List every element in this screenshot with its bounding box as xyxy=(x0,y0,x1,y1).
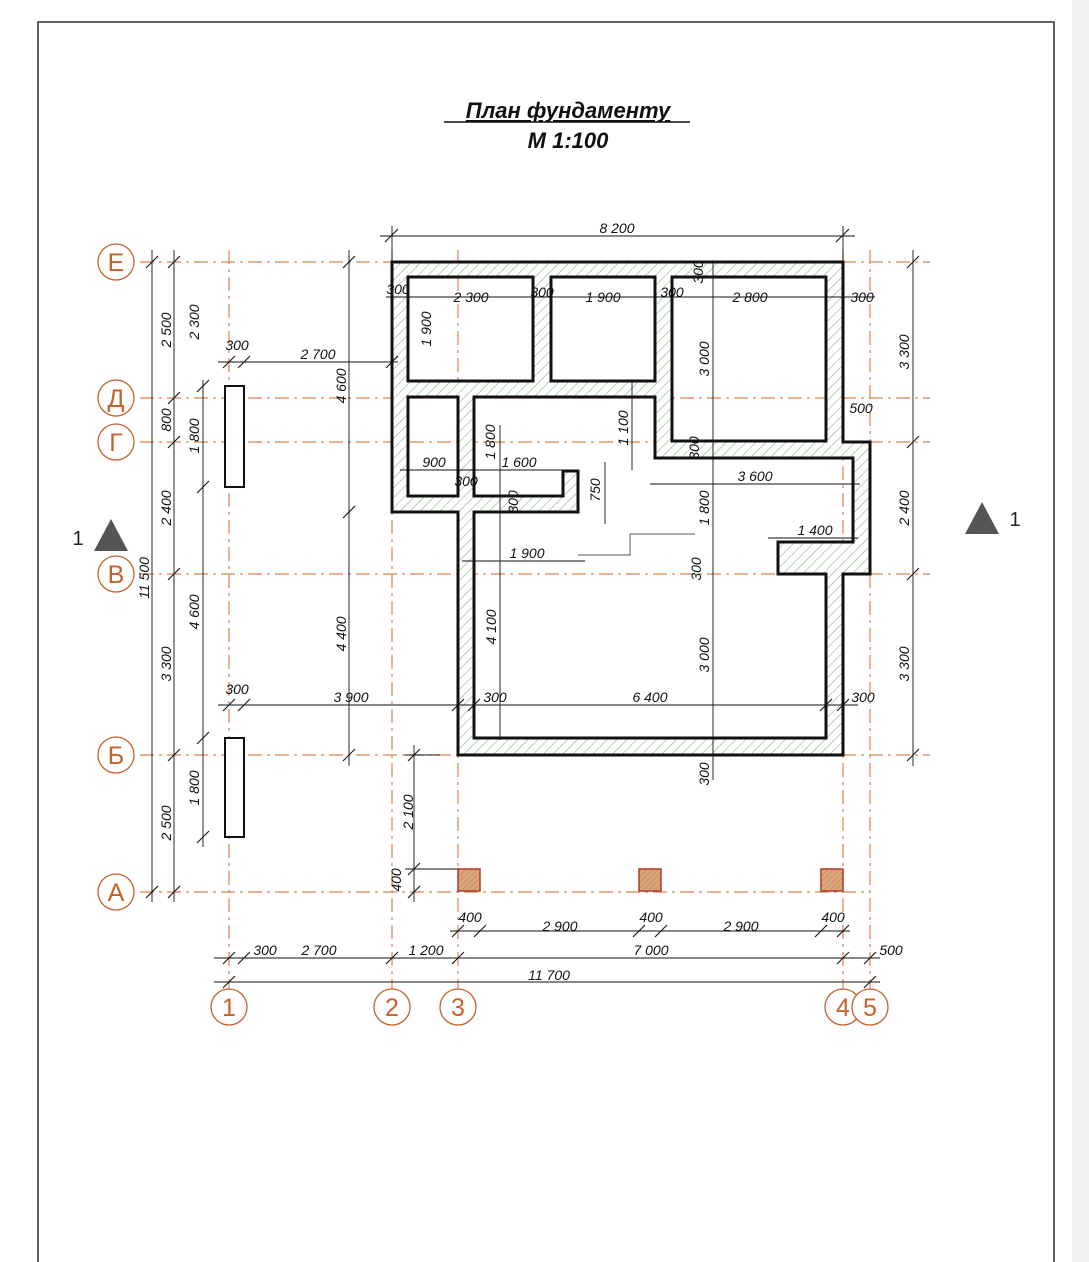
dim-in-3600: 3 600 xyxy=(737,468,773,484)
dim-leftv-300b: 300 xyxy=(225,681,249,697)
dim-in-300e: 300 xyxy=(483,689,507,705)
dim-left-1800a: 1 800 xyxy=(186,418,202,454)
dim-leftv-3900: 3 900 xyxy=(333,689,369,705)
dim-bottom-7000: 7 000 xyxy=(633,942,669,958)
dim-in-1400: 1 400 xyxy=(797,522,833,538)
section-label-left: 1 xyxy=(72,528,84,550)
section-mark-left xyxy=(72,519,128,551)
axis-label-E: Е xyxy=(107,249,125,277)
section-mark-right xyxy=(965,502,1021,534)
dim-top-300a: 300 xyxy=(386,281,410,297)
dim-bottom-400c: 400 xyxy=(821,909,845,925)
axis-label-V: В xyxy=(107,561,125,589)
page-edge-shadow xyxy=(1072,0,1089,1262)
dim-right-3300a: 3 300 xyxy=(896,334,912,370)
axis-label-4: 4 xyxy=(836,994,850,1022)
stair-symbol xyxy=(578,534,695,555)
dim-in-1900h: 1 900 xyxy=(509,545,545,561)
dimension-texts xyxy=(136,220,912,983)
dim-tick xyxy=(836,229,849,242)
dim-in-1100: 1 100 xyxy=(615,410,631,446)
dim-in-300-vert-a: 300 xyxy=(686,436,702,460)
dim-in-900: 900 xyxy=(422,454,446,470)
plan-title: План фундаменту xyxy=(465,98,671,123)
dim-left-3300: 3 300 xyxy=(158,646,174,682)
axis-label-B: Б xyxy=(107,742,125,770)
dim-in-3000a: 3 000 xyxy=(696,341,712,377)
dim-top-300b: 300 xyxy=(530,284,554,300)
dim-right-3300b: 3 300 xyxy=(896,646,912,682)
dim-top-300d: 300 xyxy=(850,289,874,305)
axis-bubbles-vertical xyxy=(211,989,888,1025)
dim-in-300-vert-c: 300 xyxy=(505,490,521,514)
dim-in-1800b: 1 800 xyxy=(696,490,712,526)
pillar-mid xyxy=(639,869,661,891)
dim-in-300-vert-g: 300 xyxy=(696,762,712,786)
dim-in-3000b: 3 000 xyxy=(696,637,712,673)
foundation-outline xyxy=(392,262,870,755)
dim-right-500: 500 xyxy=(849,400,873,416)
dim-leftv-4400: 4 400 xyxy=(333,616,349,652)
dim-left-4600: 4 600 xyxy=(186,594,202,630)
dim-leftv-2700: 2 700 xyxy=(300,346,336,362)
section-label-right: 1 xyxy=(1009,509,1021,531)
dim-bottom-2900a: 2 900 xyxy=(542,918,578,934)
dim-in-2100: 2 100 xyxy=(400,794,416,830)
dim-bottom-400b: 400 xyxy=(639,909,663,925)
dim-bottom-300: 300 xyxy=(253,942,277,958)
dim-in-300b: 300 xyxy=(454,473,478,489)
dim-top-300c: 300 xyxy=(660,284,684,300)
section-triangle-right-icon xyxy=(965,502,999,534)
axis-label-A: А xyxy=(107,879,125,907)
dim-in-300f: 300 xyxy=(851,689,875,705)
dim-in-4100: 4 100 xyxy=(483,609,499,645)
axis-label-3: 3 xyxy=(451,994,465,1022)
dim-leftv-300a: 300 xyxy=(225,337,249,353)
plan-scale: М 1:100 xyxy=(527,128,609,153)
dim-in-1600: 1 600 xyxy=(501,454,537,470)
dim-leftv-4600: 4 600 xyxy=(333,368,349,404)
axis-label-D: Д xyxy=(107,385,125,413)
dim-top-300-vertical: 300 xyxy=(690,260,706,284)
axis-label-2: 2 xyxy=(385,994,399,1022)
dim-left-800: 800 xyxy=(158,408,174,432)
dim-top-2800: 2 800 xyxy=(732,289,768,305)
dim-bottom-11700: 11 700 xyxy=(528,967,570,983)
dim-bottom-2700: 2 700 xyxy=(301,942,337,958)
dim-left-2500b: 2 500 xyxy=(158,805,174,841)
section-triangle-left-icon xyxy=(94,519,128,551)
dim-in-1800a: 1 800 xyxy=(482,424,498,460)
dim-left-1800b: 1 800 xyxy=(186,770,202,806)
pillar-4 xyxy=(821,869,843,891)
axis-label-G: Г xyxy=(109,429,123,457)
pillar-3 xyxy=(458,869,480,891)
strip-footing-upper xyxy=(225,386,244,487)
dim-top-1900: 1 900 xyxy=(585,289,621,305)
dim-right-2400: 2 400 xyxy=(896,490,912,526)
dim-bottom-400a: 400 xyxy=(458,909,482,925)
dim-in-750: 750 xyxy=(587,478,603,502)
strip-footing-lower xyxy=(225,738,244,837)
dim-in-300-vert-d: 300 xyxy=(688,557,704,581)
dim-left-2400: 2 400 xyxy=(158,490,174,526)
foundation-walls xyxy=(392,262,870,755)
dim-tick xyxy=(385,229,398,242)
dim-left-2500a: 2 500 xyxy=(158,312,174,348)
axis-bubbles-horizontal xyxy=(98,244,134,910)
dim-bottom-1200: 1 200 xyxy=(408,942,444,958)
axis-label-1: 1 xyxy=(222,994,236,1022)
axis-label-5: 5 xyxy=(863,994,877,1022)
dim-in-1900v: 1 900 xyxy=(418,311,434,347)
dim-in-400-vert: 400 xyxy=(388,868,404,892)
dim-top-2300: 2 300 xyxy=(453,289,489,305)
dim-left-11500: 11 500 xyxy=(136,557,152,599)
dim-left-2300: 2 300 xyxy=(186,304,202,340)
dim-bottom-2900b: 2 900 xyxy=(723,918,759,934)
dim-bottom-500: 500 xyxy=(879,942,903,958)
dim-in-6400: 6 400 xyxy=(632,689,668,705)
page-frame xyxy=(38,22,1054,1262)
dim-top-total: 8 200 xyxy=(599,220,635,236)
